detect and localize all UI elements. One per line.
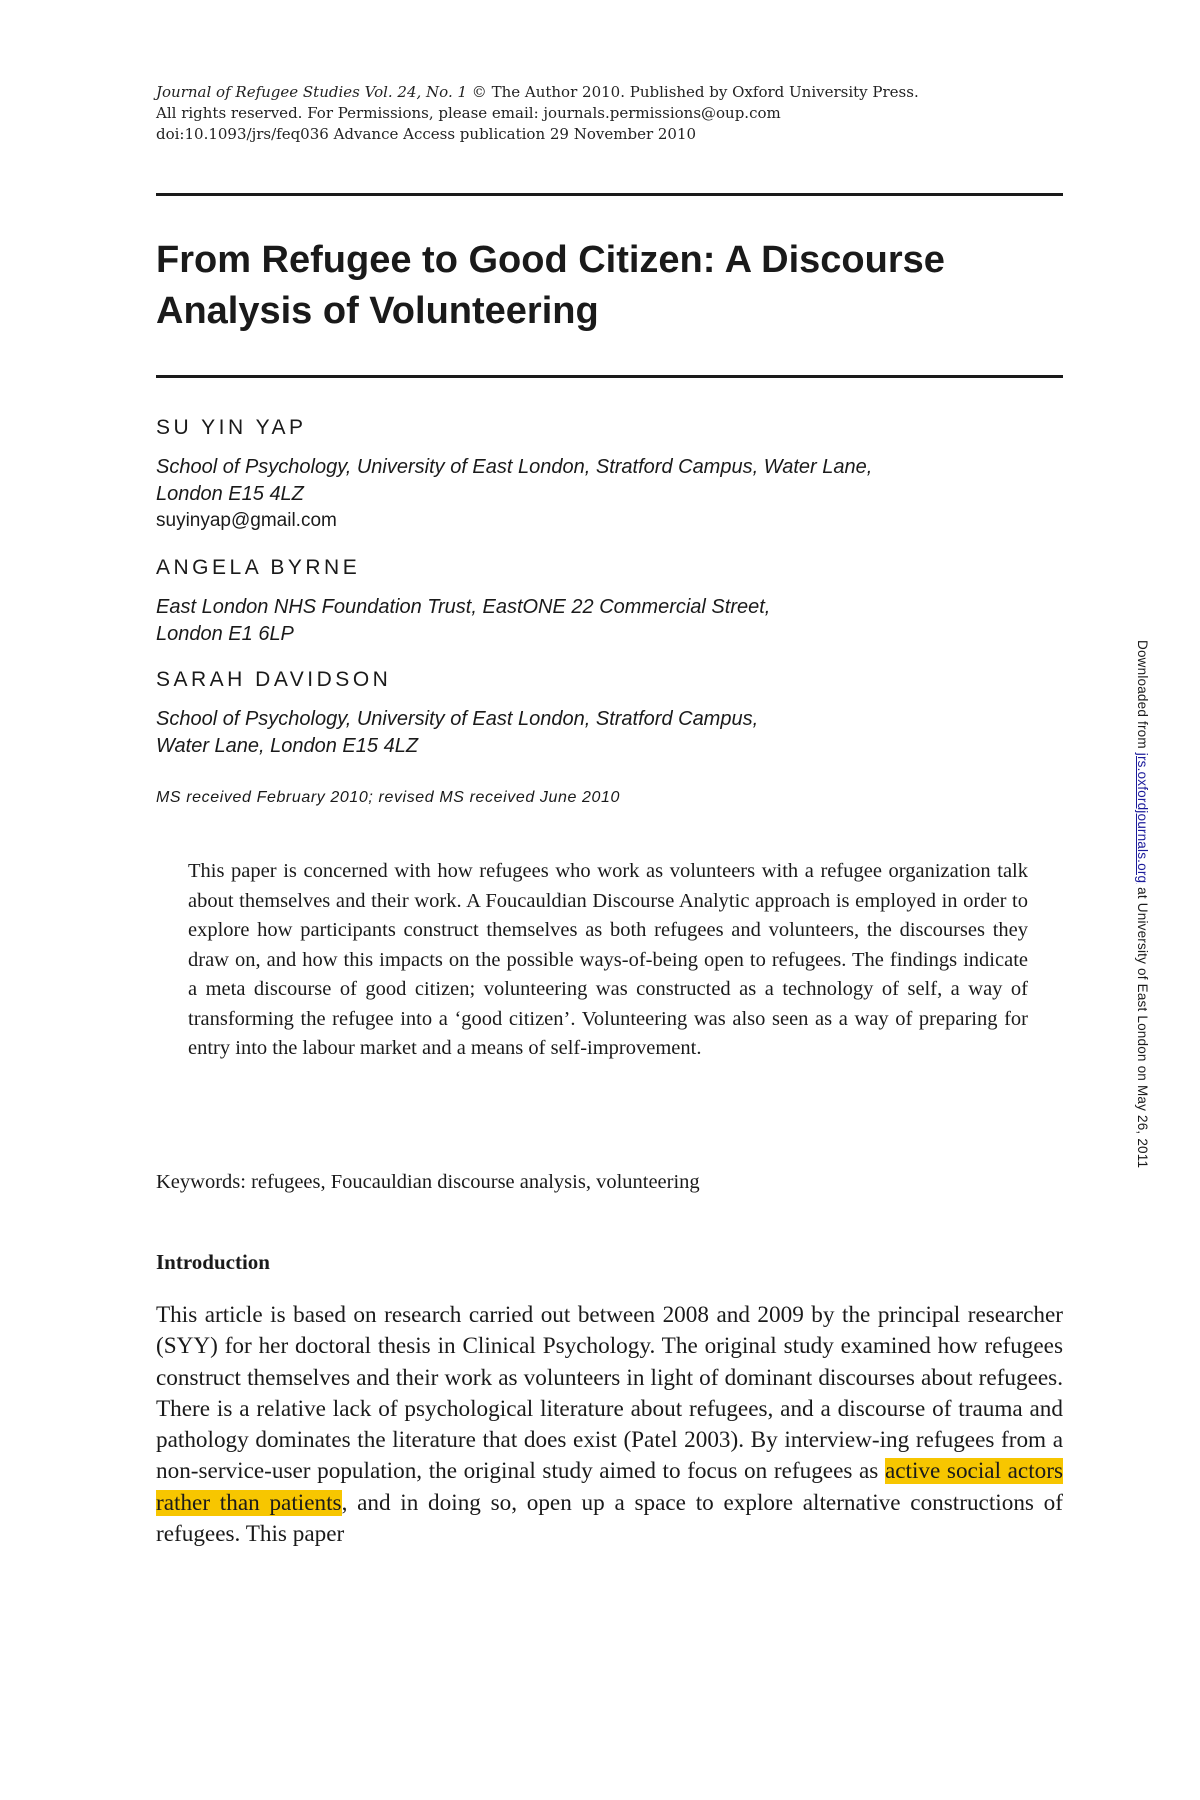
author-name: SU YIN YAP bbox=[156, 416, 307, 439]
author-block-yap bbox=[156, 414, 1066, 534]
author-affiliation bbox=[156, 594, 1066, 648]
introduction-text-end: , and in doing so, open up a space to explore alternative constructions of refugees. This paper bbox=[156, 1489, 1063, 1548]
affiliation-line: London E1 6LP bbox=[156, 623, 294, 645]
title-bottom-rule bbox=[156, 375, 1063, 378]
affiliation-line: Water Lane, London E15 4LZ bbox=[156, 735, 419, 757]
journal-citation: Journal of Refugee Studies Vol. 24, No. 1 bbox=[156, 83, 468, 101]
doi-line: doi:10.1093/jrs/feq036 Advance Access publication 29 November 2010 bbox=[156, 125, 697, 143]
manuscript-received-dates: MS received February 2010; revised MS received June 2010 bbox=[156, 789, 621, 806]
header-line-1 bbox=[156, 82, 1056, 103]
affiliation-line: School of Psychology, University of East London, Stratford Campus, bbox=[156, 708, 759, 730]
section-heading-introduction: Introduction bbox=[156, 1250, 270, 1274]
download-prefix: Downloaded from bbox=[1135, 640, 1150, 753]
title-line-1: From Refugee to Good Citizen: A Discourse bbox=[156, 239, 945, 281]
abstract-text: This paper is concerned with how refugees who work as volunteers with a refugee organization talk about themselves and their work. A Foucauldian Discourse Analytic approach is employed in order to explore how participants construct themselves as both refugees and volunteers, the discourses they draw on, and how this impacts on the possible ways-of-being open to refugees. The findings indicate a meta discourse of good citizen; volunteering was constructed as a technology of self, a way of transforming the refugee into a ‘good citizen’. Volunteering was also seen as a way of preparing for entry into the labour market and a means of self-improvement. bbox=[188, 860, 1028, 1059]
journal-link[interactable]: jrs.oxfordjournals.org bbox=[1135, 752, 1150, 884]
affiliation-line: London E15 4LZ bbox=[156, 483, 304, 505]
author-block-byrne bbox=[156, 554, 1066, 648]
author-name: SARAH DAVIDSON bbox=[156, 668, 392, 691]
keywords-line: Keywords: refugees, Foucauldian discourse analysis, volunteering bbox=[156, 1171, 700, 1193]
highlighted-text[interactable]: active social actors rather than patients bbox=[156, 1458, 1063, 1516]
download-watermark bbox=[1135, 640, 1150, 1168]
copyright-text: © The Author 2010. Published by Oxford University Press. bbox=[467, 83, 919, 101]
journal-header bbox=[156, 82, 1056, 145]
affiliation-line: East London NHS Foundation Trust, EastONE 22 Commercial Street, bbox=[156, 596, 771, 618]
introduction-paragraph bbox=[156, 1300, 1063, 1550]
author-block-davidson bbox=[156, 666, 1066, 760]
affiliation-line: School of Psychology, University of East London, Stratford Campus, Water Lane, bbox=[156, 456, 873, 478]
author-list bbox=[156, 414, 1066, 780]
title-top-rule bbox=[156, 193, 1063, 196]
author-email[interactable]: suyinyap@gmail.com bbox=[156, 510, 337, 531]
download-suffix: at University of East London on May 26, 2011 bbox=[1135, 883, 1150, 1169]
introduction-text-start: This article is based on research carried out between 2008 and 2009 by the principal researcher (SYY) for her doctoral thesis in Clinical Psychology. The original study examined how refugees construct themselves and their work as volunteers in light of dominant discourses about refugees. There is a relative lack of psychological literature about refugees, and a discourse of trauma and pathology dominates the literature that does exist (Patel 2003). By interview-ing refugees from a non-service-user population, the original study aimed to focus on refugees as bbox=[156, 1302, 1063, 1485]
author-affiliation bbox=[156, 454, 1066, 508]
article-title bbox=[156, 235, 1066, 337]
permissions-line: All rights reserved. For Permissions, please email: journals.permissions@oup.com bbox=[156, 104, 781, 122]
author-affiliation bbox=[156, 706, 1066, 760]
title-line-2: Analysis of Volunteering bbox=[156, 290, 599, 332]
author-name: ANGELA BYRNE bbox=[156, 556, 361, 579]
